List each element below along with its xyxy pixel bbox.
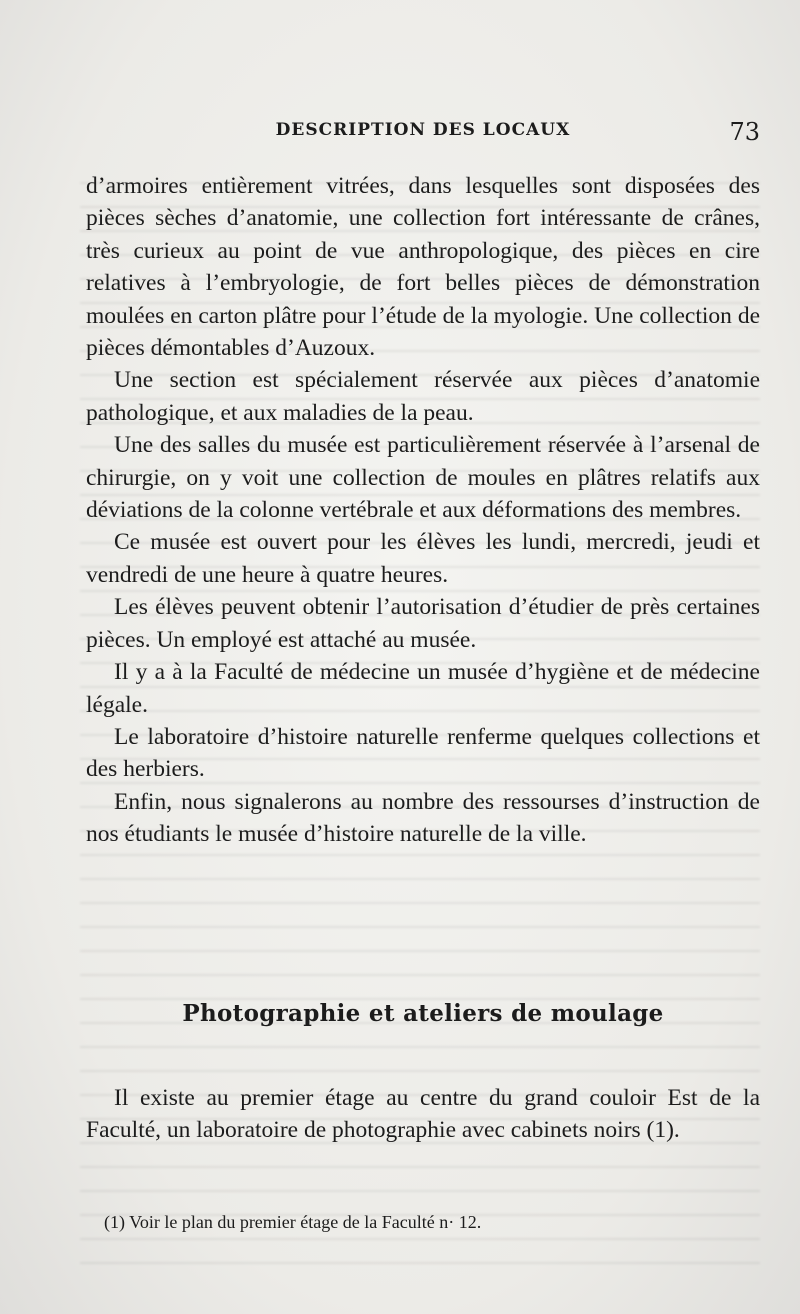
paragraph-authorisation: Les élèves peuvent obtenir l’autorisation d’étudier de près certaines pièces. Un employé est attaché au musée. [86,594,760,653]
section-heading: Photographie et ateliers de moulage [182,1000,664,1027]
page-number: 73 [729,118,760,146]
section-body [86,1082,760,1147]
page-header [86,120,760,152]
paragraph-opening-hours: Ce musée est ouvert pour les élèves les lundi, mercredi, jeudi et vendredi de une heure à quatre heures. [86,529,760,588]
running-title: DESCRIPTION DES LOCAUX [275,120,571,140]
paragraph-hygiene-museum: Il y a à la Faculté de médecine un musée d’hygiène et de médecine légale. [86,659,760,718]
paragraph-city-museum: Enfin, nous signalerons au nombre des ressourses d’instruction de nos étudiants le musée d’histoire naturelle de la ville. [86,788,760,848]
footnote: (1) Voir le plan du premier étage de la Faculté n· 12. [104,1212,482,1232]
paragraph-surgery-arsenal: Une des salles du musée est particulièrement réservée à l’arsenal de chirurgie, on y voit une collection de moules en plâtres relatifs aux déviations de la colonne vertébrale et aux déformations des membres. [86,432,760,524]
paragraph-continuation: d’armoires entièrement vitrées, dans lesquelles sont disposées des pièces sèches d’anatomie, une collection fort intéressante de crânes, très curieux au point de vue anthropologique, des pièces en cire relatives à l’embryologie, de fort belles pièces de démonstration moulées en carton plâtre pour l’étude de la myologie. Une collection de pièces démontables d’Auzoux. [86,173,760,362]
paragraph-photo-lab: Il existe au premier étage au centre du grand couloir Est de la Faculté, un laboratoire de photographie avec cabinets noirs (1). [86,1085,760,1144]
paragraph-pathology: Une section est spécialement réservée aux pièces d’anatomie pathologique, et aux maladies de la peau. [86,367,760,426]
body-text [86,170,760,851]
paragraph-natural-history-lab: Le laboratoire d’histoire naturelle renferme quelques collections et des herbiers. [86,723,760,783]
